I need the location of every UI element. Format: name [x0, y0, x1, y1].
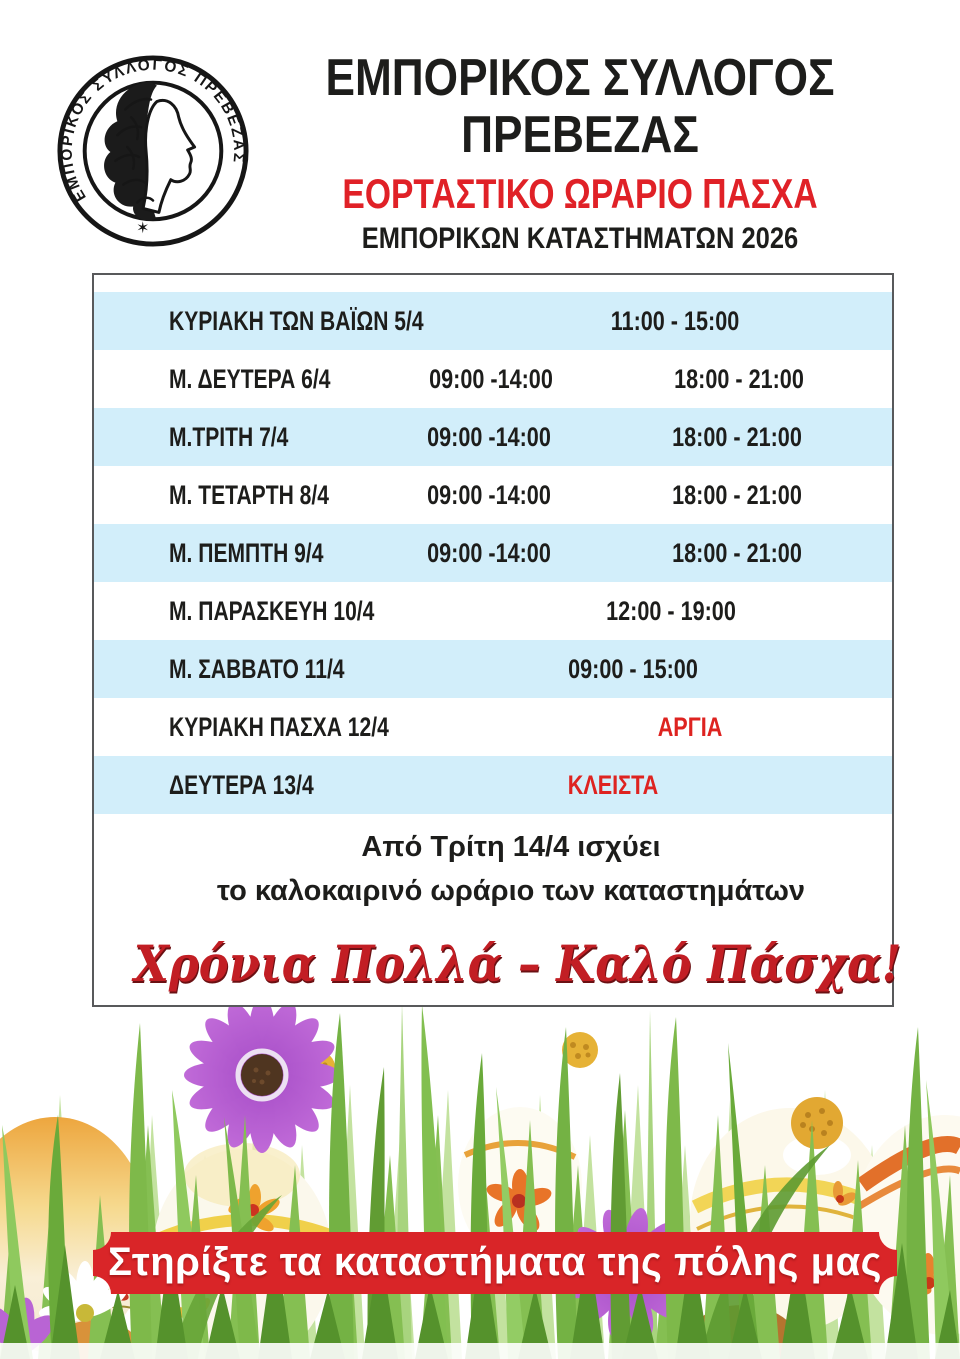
year-subtitle: ΕΜΠΟΡΙΚΩΝ ΚΑΤΑΣΤΗΜΑΤΩΝ 2026 — [361, 222, 799, 255]
status-label: ΑΡΓΙΑ — [657, 711, 723, 742]
poster-title-line2: ΠΡΕΒΕΖΑΣ — [461, 106, 699, 164]
poster-title-line1: ΕΜΠΟΡΙΚΟΣ ΣΥΛΛΟΓΟΣ — [325, 49, 835, 107]
hours-morning: 09:00 -14:00 — [429, 363, 553, 394]
schedule-row — [94, 292, 892, 350]
support-banner — [93, 1232, 897, 1294]
day-label: Μ. ΣΑΒΒΑΤΟ 11/4 — [169, 653, 345, 684]
hours-single: 09:00 - 15:00 — [568, 653, 698, 684]
hours-single: 12:00 - 19:00 — [606, 595, 737, 626]
yellow-daisy-icon — [791, 1097, 843, 1149]
hours-morning: 09:00 -14:00 — [427, 479, 551, 510]
hours-morning: 09:00 -14:00 — [427, 537, 551, 568]
hours-evening: 18:00 - 21:00 — [672, 537, 802, 568]
schedule-row — [94, 524, 892, 582]
day-label: Μ.ΤΡΙΤΗ 7/4 — [169, 421, 289, 452]
schedule-row — [94, 640, 892, 698]
schedule-row — [94, 466, 892, 524]
schedule-row — [94, 698, 892, 756]
easter-photo — [0, 995, 960, 1359]
holiday-hours-subtitle: ΕΟΡΤΑΣΤΙΚΟ ΩΡΑΡΙΟ ΠΑΣΧΑ — [342, 170, 818, 217]
day-label: Μ. ΤΕΤΑΡΤΗ 8/4 — [169, 479, 329, 510]
logo-seal — [54, 52, 252, 250]
day-label: ΚΥΡΙΑΚΗ ΤΩΝ ΒΑΪΩΝ 5/4 — [169, 305, 424, 336]
hours-evening: 18:00 - 21:00 — [672, 479, 802, 510]
schedule-row — [94, 756, 892, 814]
easter-greeting: Χρόνια Πολλά – Καλό Πάσχα! — [133, 934, 902, 993]
day-label: Μ. ΠΑΡΑΣΚΕΥΗ 10/4 — [169, 595, 375, 626]
logo-star-icon: ✶ — [136, 220, 150, 238]
purple-daisy-icon — [184, 997, 340, 1153]
easter-eggs-grass-image — [0, 995, 960, 1359]
profile-head-icon — [104, 82, 195, 221]
day-label: Μ. ΠΕΜΠΤΗ 9/4 — [169, 537, 324, 568]
note-line-2: το καλοκαιρινό ωράριο των καταστημάτων — [216, 875, 806, 907]
schedule-row — [94, 408, 892, 466]
summer-hours-note — [94, 826, 892, 914]
status-label: ΚΛΕΙΣΤΑ — [567, 769, 659, 800]
day-label: Μ. ΔΕΥΤΕΡΑ 6/4 — [169, 363, 331, 394]
poster-header — [248, 50, 912, 255]
hours-evening: 18:00 - 21:00 — [674, 363, 804, 394]
association-logo — [54, 52, 252, 250]
hours-evening: 18:00 - 21:00 — [672, 421, 802, 452]
schedule-row — [94, 582, 892, 640]
schedule-row — [94, 350, 892, 408]
day-label: ΚΥΡΙΑΚΗ ΠΑΣΧΑ 12/4 — [169, 711, 389, 742]
hours-morning: 09:00 -14:00 — [427, 421, 551, 452]
note-line-1: Από Τρίτη 14/4 ισχύει — [361, 831, 661, 863]
support-banner-label: Στηρίξτε τα καταστήματα της πόλης μας — [108, 1240, 882, 1284]
hours-single: 11:00 - 15:00 — [611, 305, 740, 336]
schedule-table — [92, 273, 902, 1007]
logo-seal-text: ΕΜΠΟΡΙΚΟΣ ΣΥΛΛΟΓΟΣ ΠΡΕΒΕΖΑΣ — [58, 56, 248, 205]
day-label: ΔΕΥΤΕΡΑ 13/4 — [169, 769, 314, 800]
